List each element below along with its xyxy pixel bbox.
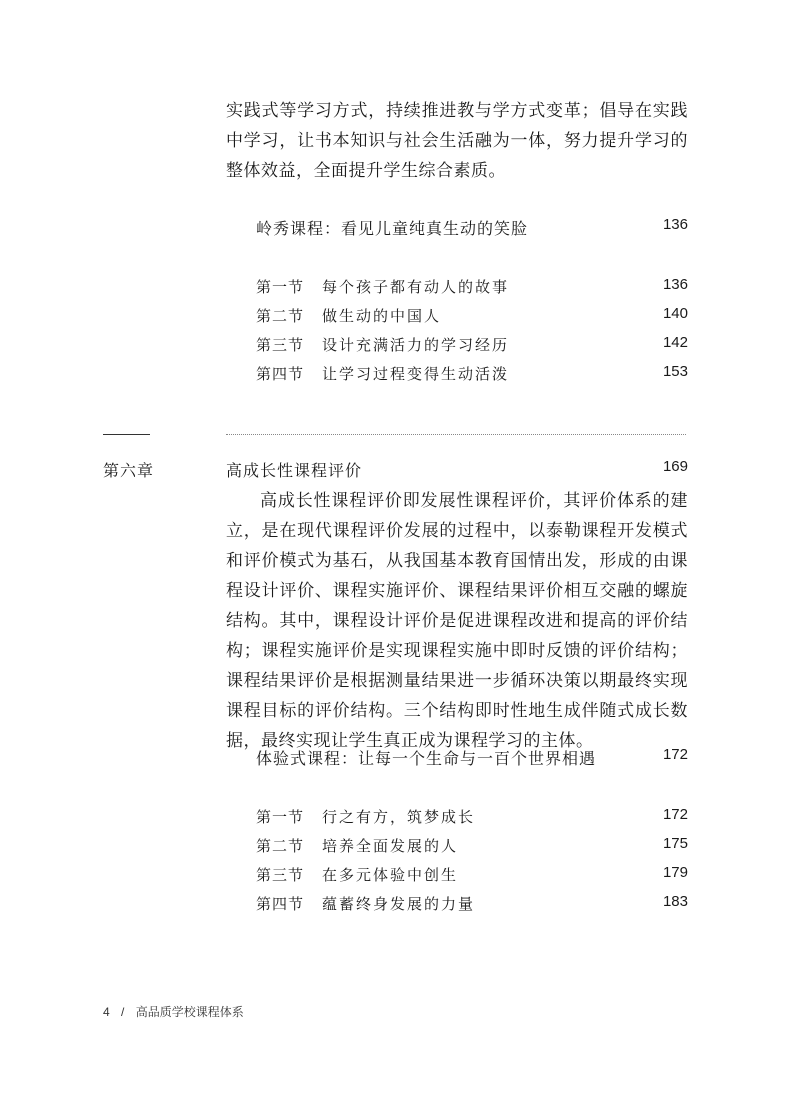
course-page-number: 172	[662, 746, 688, 763]
section-page-number: 142	[662, 334, 688, 351]
course-title: 岭秀课程：看见儿童纯真生动的笑脸	[256, 219, 529, 238]
page-footer	[103, 1003, 252, 1020]
section-label: 第三节	[256, 336, 305, 354]
toc-section-entry[interactable]	[0, 276, 790, 302]
section-title: 做生动的中国人	[322, 307, 442, 325]
section-label: 第二节	[256, 837, 305, 855]
section-page-number: 183	[662, 893, 688, 910]
section-page-number: 140	[662, 305, 688, 322]
chapter-label: 第六章	[103, 463, 155, 480]
chapter-title[interactable]: 高成长性课程评价	[226, 463, 363, 480]
section-label: 第四节	[256, 895, 305, 913]
section-page-number: 153	[662, 363, 688, 380]
section-title: 在多元体验中创生	[322, 866, 459, 884]
section-page-number: 172	[662, 806, 688, 823]
toc-section-entry[interactable]	[0, 806, 790, 832]
section-title: 让学习过程变得生动活泼	[322, 365, 510, 383]
course-page-number: 136	[662, 216, 688, 233]
section-page-number: 175	[662, 835, 688, 852]
footer-page-number: 4	[103, 1005, 110, 1019]
chapter-divider-short	[103, 434, 150, 435]
intro-paragraph: 实践式等学习方式，持续推进教与学方式变革；倡导在实践中学习，让书本知识与社会生活融为一体，努力提升学习的整体效益，全面提升学生综合素质。	[226, 101, 688, 181]
section-page-number: 179	[662, 864, 688, 881]
course-title: 体验式课程：让每一个生命与一百个世界相遇	[256, 749, 597, 768]
section-title: 蕴蓄终身发展的力量	[322, 895, 476, 913]
section-title: 培养全面发展的人	[322, 837, 459, 855]
section-label: 第四节	[256, 365, 305, 383]
toc-section-entry[interactable]	[0, 363, 790, 389]
footer-book-title: 高品质学校课程体系	[135, 1005, 244, 1019]
section-page-number: 136	[662, 276, 688, 293]
footer-separator: /	[121, 1005, 125, 1019]
section-label: 第三节	[256, 866, 305, 884]
toc-section-entry[interactable]	[0, 835, 790, 861]
chapter-page-number: 169	[662, 458, 688, 475]
toc-course-entry[interactable]	[0, 216, 790, 242]
toc-section-entry[interactable]	[0, 893, 790, 919]
chapter-divider-dotted	[226, 434, 686, 435]
section-label: 第二节	[256, 307, 305, 325]
section-title: 行之有方，筑梦成长	[322, 808, 476, 826]
section-label: 第一节	[256, 808, 305, 826]
section-title: 设计充满活力的学习经历	[322, 336, 510, 354]
toc-course-entry[interactable]	[0, 746, 790, 772]
toc-section-entry[interactable]	[0, 334, 790, 360]
toc-section-entry[interactable]	[0, 305, 790, 331]
toc-section-entry[interactable]	[0, 864, 790, 890]
section-title: 每个孩子都有动人的故事	[322, 278, 510, 296]
chapter-paragraph: 高成长性课程评价即发展性课程评价，其评价体系的建立，是在现代课程评价发展的过程中，以泰勒课程开发模式和评价模式为基石，从我国基本教育国情出发，形成的由课程设计评价、课程实施评价、课程结果评价相互交融的螺旋结构。其中，课程设计评价是促进课程改进和提高的评价结构；课程实施评价是实现课程实施中即时反馈的评价结构；课程结果评价是根据测量结果进一步循环决策以期最终实现课程目标的评价结构。三个结构即时性地生成伴随式成长数据，最终实现让学生真正成为课程学习的主体。	[226, 491, 688, 751]
section-label: 第一节	[256, 278, 305, 296]
